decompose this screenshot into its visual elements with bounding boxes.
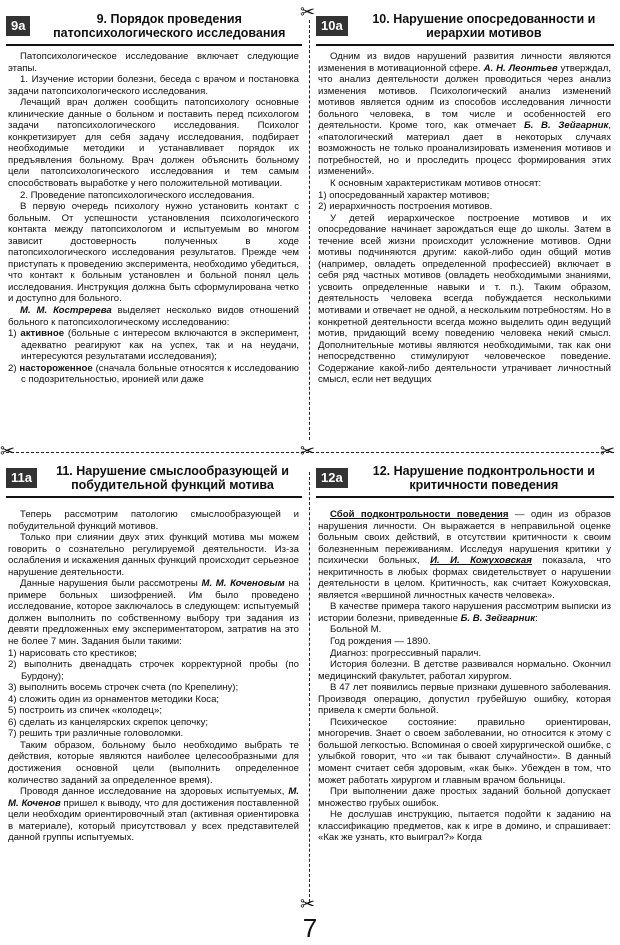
list-number: 2) — [318, 201, 327, 213]
scissors-icon: ✂ — [300, 2, 316, 23]
paragraph — [8, 305, 299, 328]
list-number: 2) — [8, 362, 17, 374]
text: сложить один из орнаментов методики Коса; — [19, 693, 220, 705]
paragraph: Патопсихологическое исследование включает следующие этапы. — [8, 51, 299, 74]
text: — один из образов нарушения личности. Он выражается в неправильной оценке больным своих действий, в отсутствии критичности к своим болезненным переживаниям. Исследуя нарушения критики у психически больных, — [318, 509, 612, 567]
author-name: Б. В. Зейгарник — [460, 612, 536, 624]
card-title: 9. Порядок проведения патопсихологического исследования — [53, 12, 286, 40]
card-tag: 12а — [316, 468, 348, 488]
card-11a — [6, 460, 302, 912]
list-item — [8, 363, 299, 386]
author-name: М. М. Коченовым — [201, 578, 285, 590]
card-header — [316, 460, 614, 498]
text: опосредованный характер мотивов; — [329, 189, 490, 201]
author-name: М. М. Костререва — [20, 305, 112, 317]
author-name: А. Н. Леонтьев — [483, 62, 558, 74]
card-body — [316, 503, 614, 844]
paragraph: В первую очередь психологу нужно установить контакт с больным. От успешности установления психологического контакта между патопсихологом и испытуемым во многом зависит достоверность полученных в ходе патопсихологического исследования результатов. Прежде чем приступать к проведению эксперимента, необходимо убедиться, что контакт к больным установлен и больной понял цель исследования. Инструкция должна быть сформулирована четко и доступно для больного. — [8, 201, 299, 305]
list-item — [8, 648, 299, 660]
text: утверждал, что анализ деятельности должен проводиться через анализ изменения мотивов. Психологический анализ изменений мотивов является одним из способов исследования личности больного человека, в том числе и особенностей его деятельности. Кроме того, как отмечает — [318, 62, 611, 132]
list-item — [8, 659, 299, 682]
cut-line-vertical-bottom — [309, 472, 310, 902]
paragraph: 1. Изучение истории болезни, беседа с врачом и постановка задачи патопсихологического исследования. — [8, 74, 299, 97]
list-item — [8, 728, 299, 740]
text: иерархичность построения мотивов. — [329, 201, 493, 213]
paragraph — [8, 786, 299, 844]
list-item — [8, 717, 299, 729]
paragraph: Больной М. — [330, 624, 382, 636]
paragraph — [318, 51, 611, 178]
text: , «патологический материал дает в некоторых случаях возможность не только проанализировать изменения мотивов и потребностей, но и проследить процесс формирования этих изменений». — [318, 120, 612, 178]
paragraph: В 47 лет появились первые признаки душевного заболевания. Производя операцию, допустил грубейшую ошибку, которая привела к смерти больной. — [318, 682, 611, 717]
card-tag: 11а — [6, 468, 37, 488]
list-number: 1) — [8, 647, 17, 659]
text: на примере больных шизофренией. Им было проведено исследование, которое заключалось в следующем: испытуемый должен выполнить по собственному выбору три задания из девяти предложенных ему экспериментатором, затратив на это не более 7 мин. Задания были такими: — [8, 578, 299, 648]
paragraph: Диагноз: прогрессивный паралич. — [330, 647, 482, 659]
text: выполнить двенадцать строчек корректурной пробы (по Бурдону); — [21, 659, 299, 682]
list-item — [318, 190, 611, 202]
list-item — [8, 694, 299, 706]
scissors-icon: ✂ — [300, 894, 316, 915]
list-item — [8, 705, 299, 717]
text: выполнить восемь строчек счета (по Крепелину); — [19, 682, 239, 694]
paragraph: История болезни. В детстве развивался нормально. Окончил медицинский факультет, работал хирургом. — [318, 659, 611, 682]
text: В качестве примера такого нарушения рассмотрим выписки из истории болезни, приведенные — [318, 601, 611, 624]
list-number: 2) — [8, 659, 17, 671]
scissors-icon: ✂ — [0, 441, 16, 462]
card-10a — [316, 8, 614, 446]
paragraph — [318, 509, 611, 601]
paragraph: Только при слиянии двух этих функций мотива мы можем говорить о сознательно регулируемой деятельности. Из-за ослабления и искажения данных функций происходит серьезное нарушение деятельности. — [8, 532, 299, 578]
list-number: 4) — [8, 693, 17, 705]
card-tag: 9а — [6, 16, 30, 36]
paragraph: У детей иерархическое построение мотивов и их опосредование начинает зарождаться еще до школы. Затем в течение всей жизни происходит усложнение мотивов. Одни мотивы подчиняются другим: какой-либо один общий мотив (например, овладеть определенной профессией) включает в себя ряд частных мотивов (овладеть необходимыми знаниями, усвоить определенные навыки и т. п.). Таким образом, деятельность человека всегда побуждается несколькими мотивами и отвечает не одной, а нескольким потребностям. Но в конкретной деятельности всегда можно выделить один ведущий мотив, придающий всему поведению человека некий смысл. Дополнительные мотивы являются необходимыми, так как они непосредственно стимулируют человеческое поведение. Содержание какой-либо деятельности утрачивает личностный смысл, если нет ведущих — [318, 212, 611, 386]
list-number: 1) — [8, 328, 17, 340]
scissors-icon: ✂ — [300, 441, 316, 462]
text: (больные с интересом включаются в эксперимент, адекватно реагируют как на успех, так и на неудачи, интересуются результатами исследования); — [21, 328, 299, 363]
text: пришел к выводу, что для достижения поставленной цели необходим ориентировочный этап (активная ориентировка в материале), который присутствовал у всех представителей данной группы испытуемых. — [8, 797, 299, 844]
card-title: 12. Нарушение подконтрольности и критичности поведения — [372, 464, 595, 492]
list-number: 5) — [8, 705, 17, 717]
card-header — [316, 8, 614, 46]
text: построить из спичек «колодец»; — [19, 705, 163, 717]
text: решить три различные головоломки. — [19, 728, 184, 740]
paragraph: Лечащий врач должен сообщить патопсихологу основные клинические данные о больном и поставить перед психологом задачи патопсихологического исследования. Психолог конкретизирует для себя задачу исследования, подбирает необходимые методики и устанавливает порядок их предъявления больному. Врач должен объяснить больному цели патопсихологического исследования и тем самым способствовать выработке у него положительной мотивации. — [8, 97, 299, 190]
paragraph — [318, 601, 611, 624]
text: выделяет несколько видов отношений больного к патопсихологическому исследованию: — [8, 305, 299, 328]
card-body — [6, 51, 302, 386]
text: нарисовать сто крестиков; — [19, 647, 137, 659]
card-title: 11. Нарушение смыслообразующей и побудительной функций мотива — [56, 464, 289, 492]
paragraph: К основным характеристикам мотивов относят: — [330, 178, 542, 190]
list-number: 1) — [318, 189, 327, 201]
paragraph: Таким образом, больному было необходимо выбрать те действия, которые являются наиболее целесообразными для достижения основной цели (выполнить определенное количество заданий за определенное время). — [8, 739, 299, 786]
text: сделать из канцелярских скрепок цепочку; — [19, 716, 209, 728]
card-body — [316, 51, 614, 386]
card-body — [6, 503, 302, 844]
card-9a — [6, 8, 302, 446]
term: настороженное — [19, 362, 93, 374]
paragraph: Не дослушав инструкцию, пытается подойти к заданию на классификацию предметов, как к игре в домино, и спрашивает: «Как же узнать, кто выиграл?» Когда — [318, 809, 611, 844]
list-item — [8, 328, 299, 363]
term: активное — [20, 328, 65, 340]
list-item — [318, 201, 611, 213]
text: показала, что некритичность в любых формах свидетельствует о нарушении деятельности в целом. Критичность, как считает Кожуховская, является «вершиной личностных качеств человека». — [318, 555, 611, 601]
text: (сначала больные относятся к исследованию с подозрительностью, иронией или даже — [21, 362, 299, 386]
list-item — [8, 682, 299, 694]
paragraph — [8, 578, 299, 647]
card-header — [6, 8, 302, 46]
list-number: 3) — [8, 682, 17, 694]
author-name: М. М. Коченов — [8, 786, 299, 809]
card-12a — [316, 460, 614, 912]
card-header — [6, 460, 302, 498]
author-name: Б. В. Зейгарник — [523, 120, 609, 132]
paragraph: Год рождения — 1890. — [330, 636, 431, 648]
card-tag: 10а — [316, 16, 348, 36]
page-number: 7 — [302, 913, 318, 943]
text: Данные нарушения были рассмотрены — [20, 578, 202, 590]
card-title: 10. Нарушение опосредованности и иерархии мотивов — [372, 12, 596, 40]
paragraph: Теперь рассмотрим патологию смыслообразующей и побудительной функций мотивов. — [8, 509, 299, 532]
paragraph: 2. Проведение патопсихологического исследования. — [20, 189, 255, 201]
text: Проводя данное исследование на здоровых испытуемых, — [20, 786, 289, 798]
term: Сбой подконтрольности поведения — [330, 509, 509, 520]
cut-line-vertical-top — [309, 20, 310, 440]
list-number: 7) — [8, 728, 17, 740]
list-number: 6) — [8, 716, 17, 728]
paragraph: Психическое состояние: правильно ориентирован, многоречив. Знает о своем заболевании, но относится к этому с большой легкостью. Вспоминая о своей хирургической ошибке, с улыбкой говорит, что «и так бывают случайности». В данный момент считает себя здоровым, «как бык». Убежден в том, что может работать хирургом и главным врачом больницы. — [318, 716, 611, 786]
text: Одним из видов нарушений развития личности являются изменения в мотивационной сфере. — [318, 51, 611, 74]
scissors-icon: ✂ — [600, 441, 616, 462]
author-name: И. И. Кожуховская — [430, 555, 532, 567]
paragraph: При выполнении даже простых заданий больной допускает множество грубых ошибок. — [318, 786, 611, 809]
text: : — [535, 612, 538, 624]
